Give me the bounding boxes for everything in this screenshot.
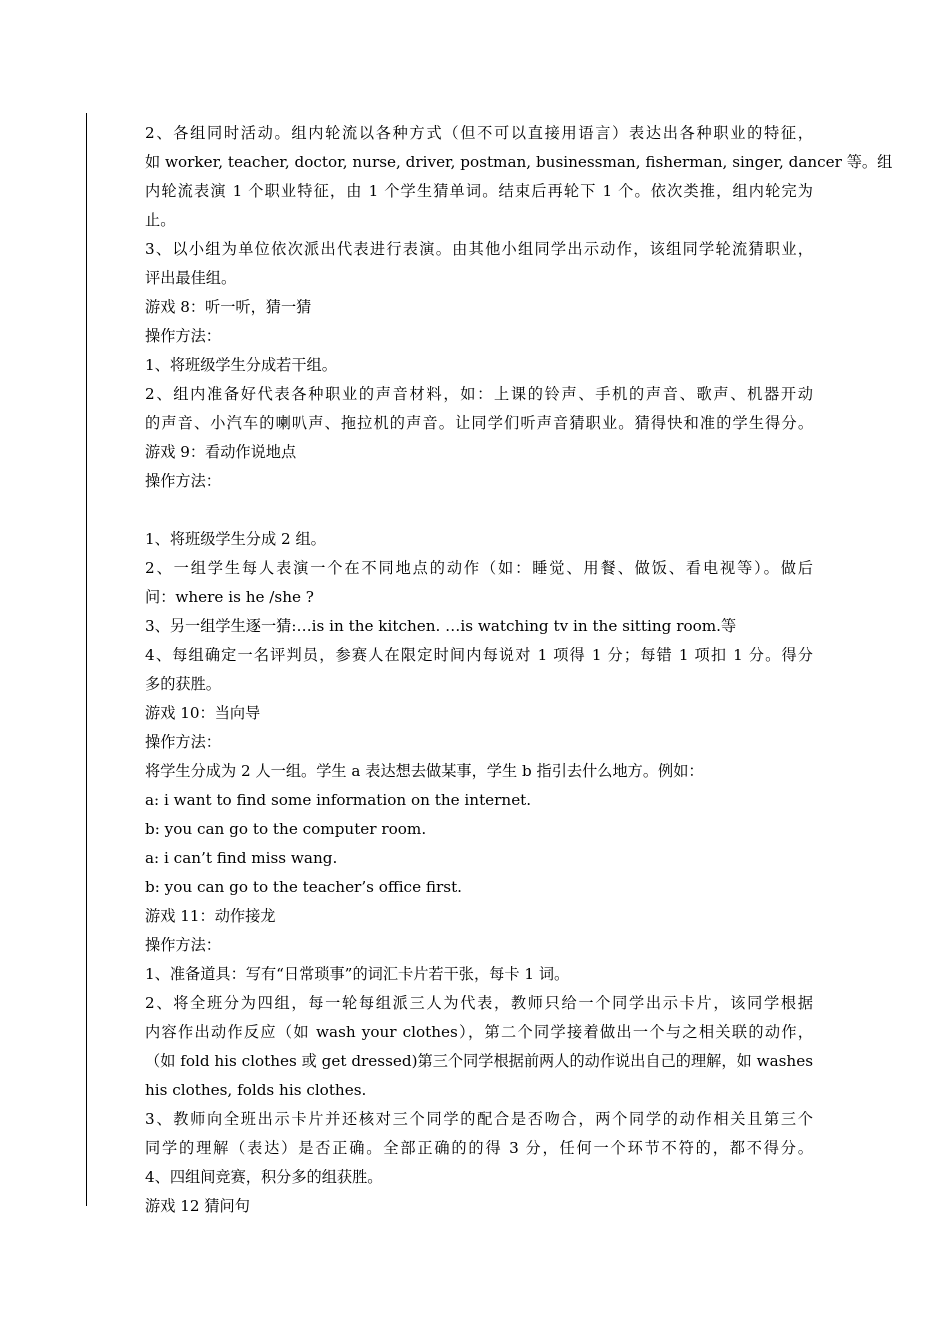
section-heading: 游戏 12 猜问句: [145, 1197, 250, 1215]
text-line: 止。: [145, 211, 176, 229]
method-label: 操作方法：: [145, 472, 221, 490]
text-line: 问：where is he /she ?: [145, 588, 314, 606]
text-line: 将学生分成为 2 人一组。学生 a 表达想去做某事，学生 b 指引去什么地方。例如：: [145, 762, 704, 780]
section-heading: 游戏 9：看动作说地点: [145, 443, 297, 461]
text-line: 2、各组同时活动。组内轮流以各种方式（但不可以直接用语言）表达出各种职业的特征，: [145, 124, 813, 142]
blank-line: [145, 496, 813, 525]
text-line: 多的获胜。: [145, 675, 221, 693]
left-margin-rule: [86, 113, 87, 1206]
dialogue-line: a: i can’t find miss wang.: [145, 849, 338, 867]
method-label: 操作方法：: [145, 327, 221, 345]
section-heading: 游戏 8：听一听，猜一猜: [145, 298, 312, 316]
text-line: 1、将班级学生分成若干组。: [145, 356, 337, 374]
text-line: 的声音、小汽车的喇叭声、拖拉机的声音。让同学们听声音猜职业。猜得快和准的学生得分。: [145, 414, 813, 432]
text-line: his clothes, folds his clothes.: [145, 1081, 367, 1099]
method-label: 操作方法：: [145, 936, 221, 954]
text-line: 4、每组确定一名评判员，参赛人在限定时间内每说对 1 项得 1 分；每错 1 项扣 1 分。得分: [145, 646, 813, 664]
method-label: 操作方法：: [145, 733, 221, 751]
text-line: 内容作出动作反应（如 wash your clothes），第二个同学接着做出一个与之相关联的动作，: [145, 1023, 813, 1041]
text-line: 3、另一组学生逐一猜:…is in the kitchen. …is watching tv in the sitting room.等: [145, 617, 737, 635]
dialogue-line: a: i want to find some information on the internet.: [145, 791, 532, 809]
text-line: 1、准备道具：写有“日常琐事”的词汇卡片若干张，每卡 1 词。: [145, 965, 570, 983]
dialogue-line: b: you can go to the teacher’s office first.: [145, 878, 462, 896]
text-line: 2、将全班分为四组，每一轮每组派三人为代表，教师只给一个同学出示卡片，该同学根据: [145, 994, 813, 1012]
text-line: 3、教师向全班出示卡片并还核对三个同学的配合是否吻合，两个同学的动作相关且第三个: [145, 1110, 813, 1128]
text-line: 1、将班级学生分成 2 组。: [145, 530, 326, 548]
text-line: 内轮流表演 1 个职业特征，由 1 个学生猜单词。结束后再轮下 1 个。依次类推，组内轮完为: [145, 182, 813, 200]
text-line: 2、一组学生每人表演一个在不同地点的动作（如：睡觉、用餐、做饭、看电视等）。做后: [145, 559, 813, 577]
text-line: 3、以小组为单位依次派出代表进行表演。由其他小组同学出示动作，该组同学轮流猜职业，: [145, 240, 813, 258]
text-line: 2、组内准备好代表各种职业的声音材料，如：上课的铃声、手机的声音、歌声、机器开动: [145, 385, 813, 403]
text-line: 如 worker, teacher, doctor, nurse, driver, postman, businessman, fisherman, singer, dancer 等。组: [145, 153, 893, 171]
dialogue-line: b: you can go to the computer room.: [145, 820, 427, 838]
text-line: 评出最佳组。: [145, 269, 237, 287]
text-line: （如 fold his clothes 或 get dressed)第三个同学根据前两人的动作说出自己的理解，如 washes: [145, 1052, 813, 1070]
section-heading: 游戏 11：动作接龙: [145, 907, 276, 925]
text-line: 同学的理解（表达）是否正确。全部正确的的得 3 分，任何一个环节不符的，都不得分。: [145, 1139, 813, 1157]
document-body: [145, 119, 893, 1221]
text-line: 4、四组间竞赛，积分多的组获胜。: [145, 1168, 383, 1186]
section-heading: 游戏 10：当向导: [145, 704, 261, 722]
